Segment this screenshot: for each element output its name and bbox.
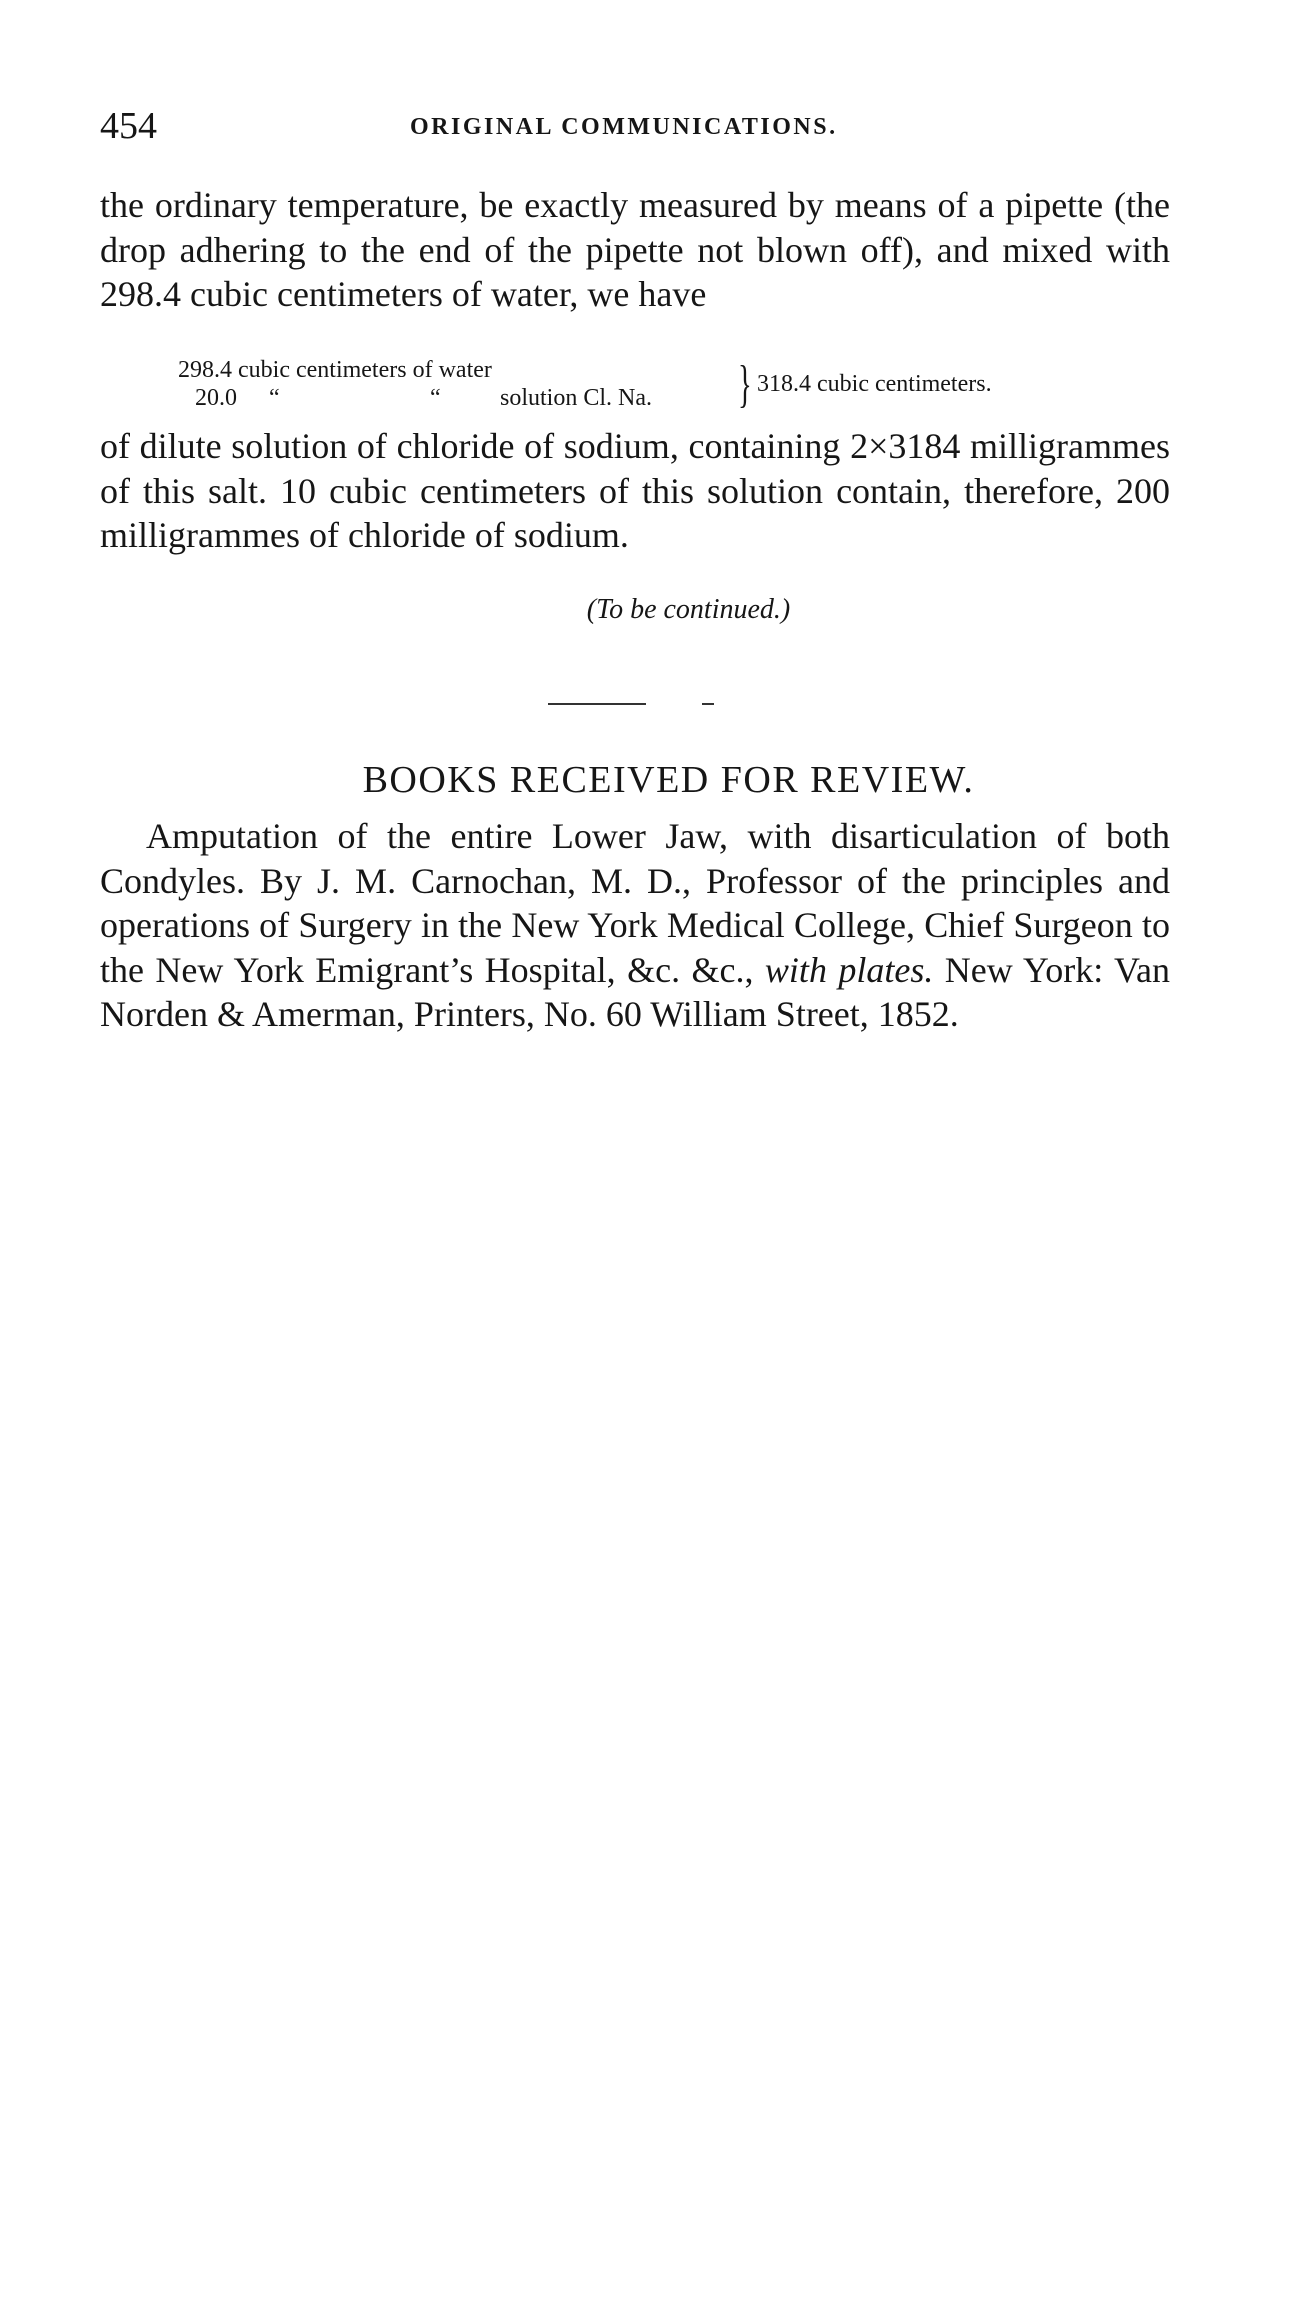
running-title: ORIGINAL COMMUNICATIONS. bbox=[410, 114, 838, 140]
book-entry bbox=[100, 814, 1170, 1037]
book-entry-italic: with plates. bbox=[764, 949, 934, 990]
page-number: 454 bbox=[100, 105, 157, 147]
section-heading: BOOKS RECEIVED FOR REVIEW. bbox=[362, 759, 975, 801]
to-be-continued-note: (To be continued.) bbox=[586, 594, 791, 625]
ditto-mark-2: “ bbox=[430, 385, 441, 411]
paragraph-dilute-solution: of dilute solution of chloride of sodium, containing 2×3184 milligrammes of this salt. 10 cubic centimeters of this solution contain, therefore, 200 milligrammes of chloride of sodium. bbox=[100, 426, 1170, 555]
section-divider-rule bbox=[548, 703, 646, 705]
section-divider-dash bbox=[702, 703, 714, 705]
ditto-mark-1: “ bbox=[269, 385, 280, 411]
equation-solution-volume: 20.0 bbox=[195, 385, 237, 411]
equation-solution-label: solution Cl. Na. bbox=[500, 385, 653, 411]
equation-line-water: 298.4 cubic centimeters of water bbox=[178, 357, 492, 383]
running-head bbox=[100, 100, 1170, 160]
volume-equation bbox=[175, 357, 1175, 427]
book-entry-publisher: New York: Van Norden & Amerman, Printers, No. 60 William Street, 1852. bbox=[100, 949, 1170, 1034]
equation-total: 318.4 cubic centimeters. bbox=[757, 371, 992, 397]
book-entry-text: Amputation of the entire Lower Jaw, with disarticulation of both Condyles. By J. M. Carnochan, M. D., Professor of the principles and operations of Surgery in the New York Medical College, Chief Surgeon to the New York Emigrant’s Hospital, &c. &c., bbox=[100, 816, 1170, 990]
equation-line-solution bbox=[195, 385, 653, 412]
equation-brace: } bbox=[738, 356, 752, 413]
paragraph-continuation: the ordinary temperature, be exactly measured by means of a pipette (the drop adhering to the end of the pipette not blown off), and mixed with 298.4 cubic centimeters of water, we have bbox=[100, 185, 1170, 314]
